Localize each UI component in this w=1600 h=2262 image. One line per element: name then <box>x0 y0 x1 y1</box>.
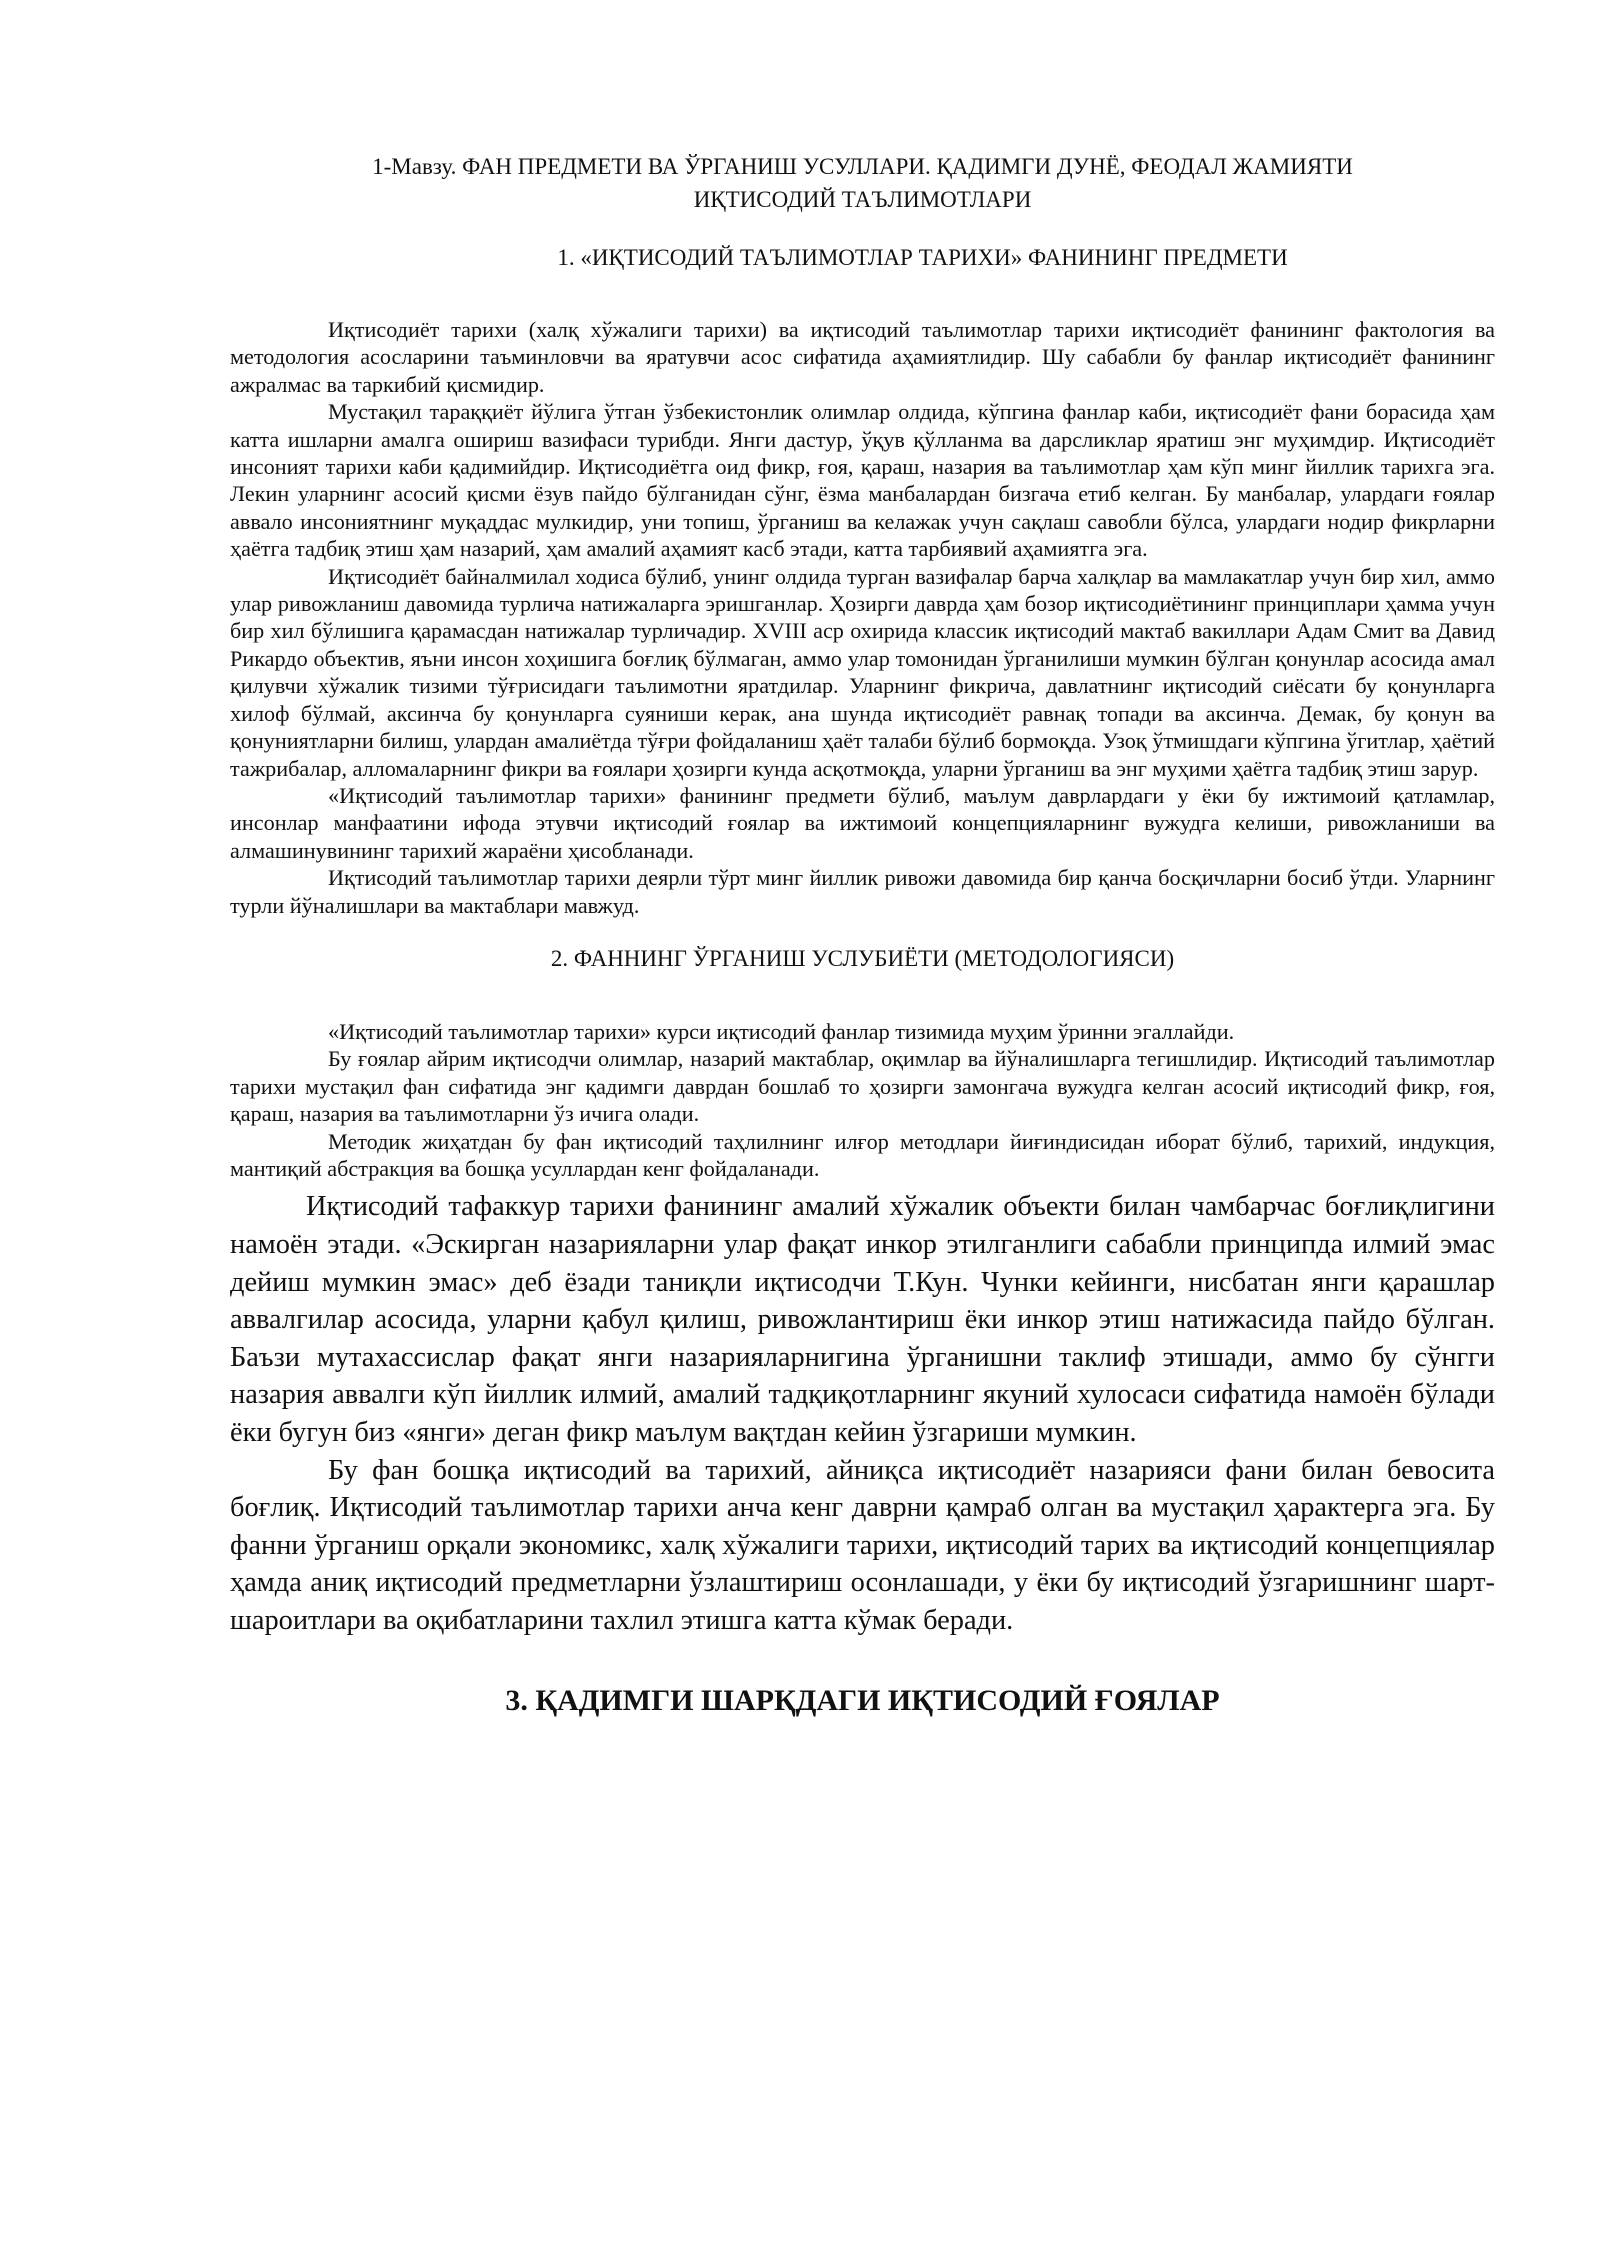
section-2-paragraph: «Иқтисодий таълимотлар тарихи» курси иқтисодий фанлар тизимида муҳим ўринни эгаллайди. <box>328 1018 1235 1044</box>
section-1-paragraph: Иқтисодиёт байналмилал ходиса бўлиб, унинг олдида турган вазифалар барча халқлар ва мамлакатлар учун бир хил, аммо улар ривожланиш давомида турлича натижаларга эришганлар. Ҳозирги даврда ҳам бозор иқтисодиётининг принциплари ҳамма учун бир хил бўлишига қарамасдан натижалар турличадир. XVIII аср охирида классик иқтисодий мактаб вакиллари Адам Смит ва Давид Рикардо объектив, яъни инсон хоҳишига боғлиқ бўлмаган, аммо улар томонидан ўрганилиши мумкин бўлган қонунлар асосида амал қилувчи хўжалик тизими тўғрисидаги таълимотни яратдилар. Уларнинг фикрича, давлатнинг иқтисодий сиёсати бу қонунларга хилоф бўлмай, аксинча бу қонунларга суяниши керак, ана шунда иқтисодиёт равнақ топади ва аксинча. Демак, бу қонун ва қонуниятларни билиш, улардан амалиётда тўғри фойдаланиш ҳаёт талаби бўлиб бормоқда. Узоқ ўтмишдаги кўпгина ўгитлар, ҳаётий тажрибалар, алломаларнинг фикри ва ғоялари ҳозирги кунда асқотмоқда, уларни ўрганиш ва энг муҳими ҳаётга тадбиқ этиш зарур. <box>230 563 1495 781</box>
section-3-heading: 3. ҚАДИМГИ ШАРҚДАГИ ИҚТИСОДИЙ ҒОЯЛАР <box>505 1683 1220 1717</box>
section-1-paragraph: Иқтисодиёт тарихи (халқ хўжалиги тарихи) ва иқтисодий таълимотлар тарихи иқтисодиёт фанининг фактология ва методология асосларини таъминловчи ва яратувчи асос сифатида аҳамиятлидир. Шу сабабли бу фанлар иқтисодиёт фанининг ажралмас ва таркибий қисмидир. <box>230 317 1495 397</box>
section-2-paragraph-large: Иқтисодий тафаккур тарихи фанининг амалий хўжалик объекти билан чамбарчас боғлиқлигини намоён этади. «Эскирган назарияларни улар фақат инкор этилганлиги сабабли принципда илмий эмас дейиш мумкин эмас» деб ёзади таниқли иқтисодчи Т.Кун. Чунки кейинги, нисбатан янги қарашлар аввалгилар асосида, уларни қабул қилиш, ривожлантириш ёки инкор этиш натижасида пайдо бўлган. Баъзи мутахассислар фақат янги назарияларнигина ўрганишни таклиф этишади, аммо бу сўнгги назария аввалги кўп йиллик илмий, амалий тадқиқотларнинг якуний хулосаси сифатида намоён бўлади ёки бугун биз «янги» деган фикр маълум вақтдан кейин ўзгариши мумкин. <box>230 1191 1495 1448</box>
section-1-paragraph: Мустақил тараққиёт йўлига ўтган ўзбекистонлик олимлар олдида, кўпгина фанлар каби, иқтисодиёт фани борасида ҳам катта ишларни амалга ошириш вазифаси турибди. Янги дастур, ўқув қўлланма ва дарсликлар яратиш энг муҳимдир. Иқтисодиёт инсоният тарихи каби қадимийдир. Иқтисодиётга оид фикр, ғоя, қараш, назария ва таълимотлар ҳам кўп минг йиллик тарихга эга. Лекин уларнинг асосий қисми ёзув пайдо бўлганидан сўнг, ёзма манбалардан бизгача етиб келган. Бу манбалар, улардаги ғоялар аввало инсониятнинг муқаддас мулкидир, уни топиш, ўрганиш ва келажак учун сақлаш савобли бўлса, улардаги нодир фикрларни ҳаётга тадбиқ этиш ҳам назарий, ҳам амалий аҳамият касб этади, катта тарбиявий аҳамиятга эга. <box>230 399 1495 562</box>
section-1-paragraph: «Иқтисодий таълимотлар тарихи» фанининг предмети бўлиб, маълум даврлардаги у ёки бу ижтимоий қатламлар, инсонлар манфаатини ифода этувчи иқтисодий ғоялар ва ижтимоий концепцияларнинг вужудга келиши, ривожланиши ва алмашинувининг тарихий жараёни ҳисобланади. <box>230 782 1495 863</box>
section-2-paragraph: Бу ғоялар айрим иқтисодчи олимлар, назарий мактаблар, оқимлар ва йўналишларга тегишлидир. Иқтисодий таълимотлар тарихи мустақил фан сифатида энг қадимги даврдан бошлаб то ҳозирги замонгача вужудга келган асосий иқтисодий фикр, ғоя, қараш, назария ва таълимотларни ўз ичига олади. <box>230 1046 1495 1127</box>
section-2-heading: 2. ФАННИНГ ЎРГАНИШ УСЛУБИЁТИ (МЕТОДОЛОГИЯСИ) <box>550 945 1175 971</box>
topic-title-line-1: 1-Мавзу. ФАН ПРЕДМЕТИ ВА ЎРГАНИШ УСУЛЛАРИ. ҚАДИМГИ ДУНЁ, ФЕОДАЛ ЖАМИЯТИ <box>372 154 1353 179</box>
section-1-paragraph: Иқтисодий таълимотлар тарихи деярли тўрт минг йиллик ривожи давомида бир қанча босқичларни босиб ўтди. Уларнинг турли йўналишлари ва мактаблари мавжуд. <box>230 865 1495 918</box>
section-2-paragraph-large: Бу фан бошқа иқтисодий ва тарихий, айниқса иқтисодиёт назарияси фани билан бевосита боғлиқ. Иқтисодий таълимотлар тарихи анча кенг даврни қамраб олган ва мустақил ҳарактерга эга. Бу фанни ўрганиш орқали экономикс, халқ хўжалиги тарихи, иқтисодий тарих ва иқтисодий концепциялар ҳамда аниқ иқтисодий предметларни ўзлаштириш осонлашади, у ёки бу иқтисодий ўзгаришнинг шарт-шароитлари ва оқибатларини тахлил этишга катта кўмак беради. <box>230 1454 1495 1636</box>
topic-title-line-2: ИҚТИСОДИЙ ТАЪЛИМОТЛАРИ <box>693 187 1032 212</box>
document-content <box>230 150 1495 1720</box>
section-1-heading: 1. «ИҚТИСОДИЙ ТАЪЛИМОТЛАР ТАРИХИ» ФАНИНИНГ ПРЕДМЕТИ <box>557 245 1288 270</box>
section-2-paragraph: Методик жиҳатдан бу фан иқтисодий таҳлилнинг илғор методлари йиғиндисидан иборат бўлиб, тарихий, индукция, мантиқий абстракция ва бошқа усуллардан кенг фойдаланади. <box>230 1128 1495 1181</box>
